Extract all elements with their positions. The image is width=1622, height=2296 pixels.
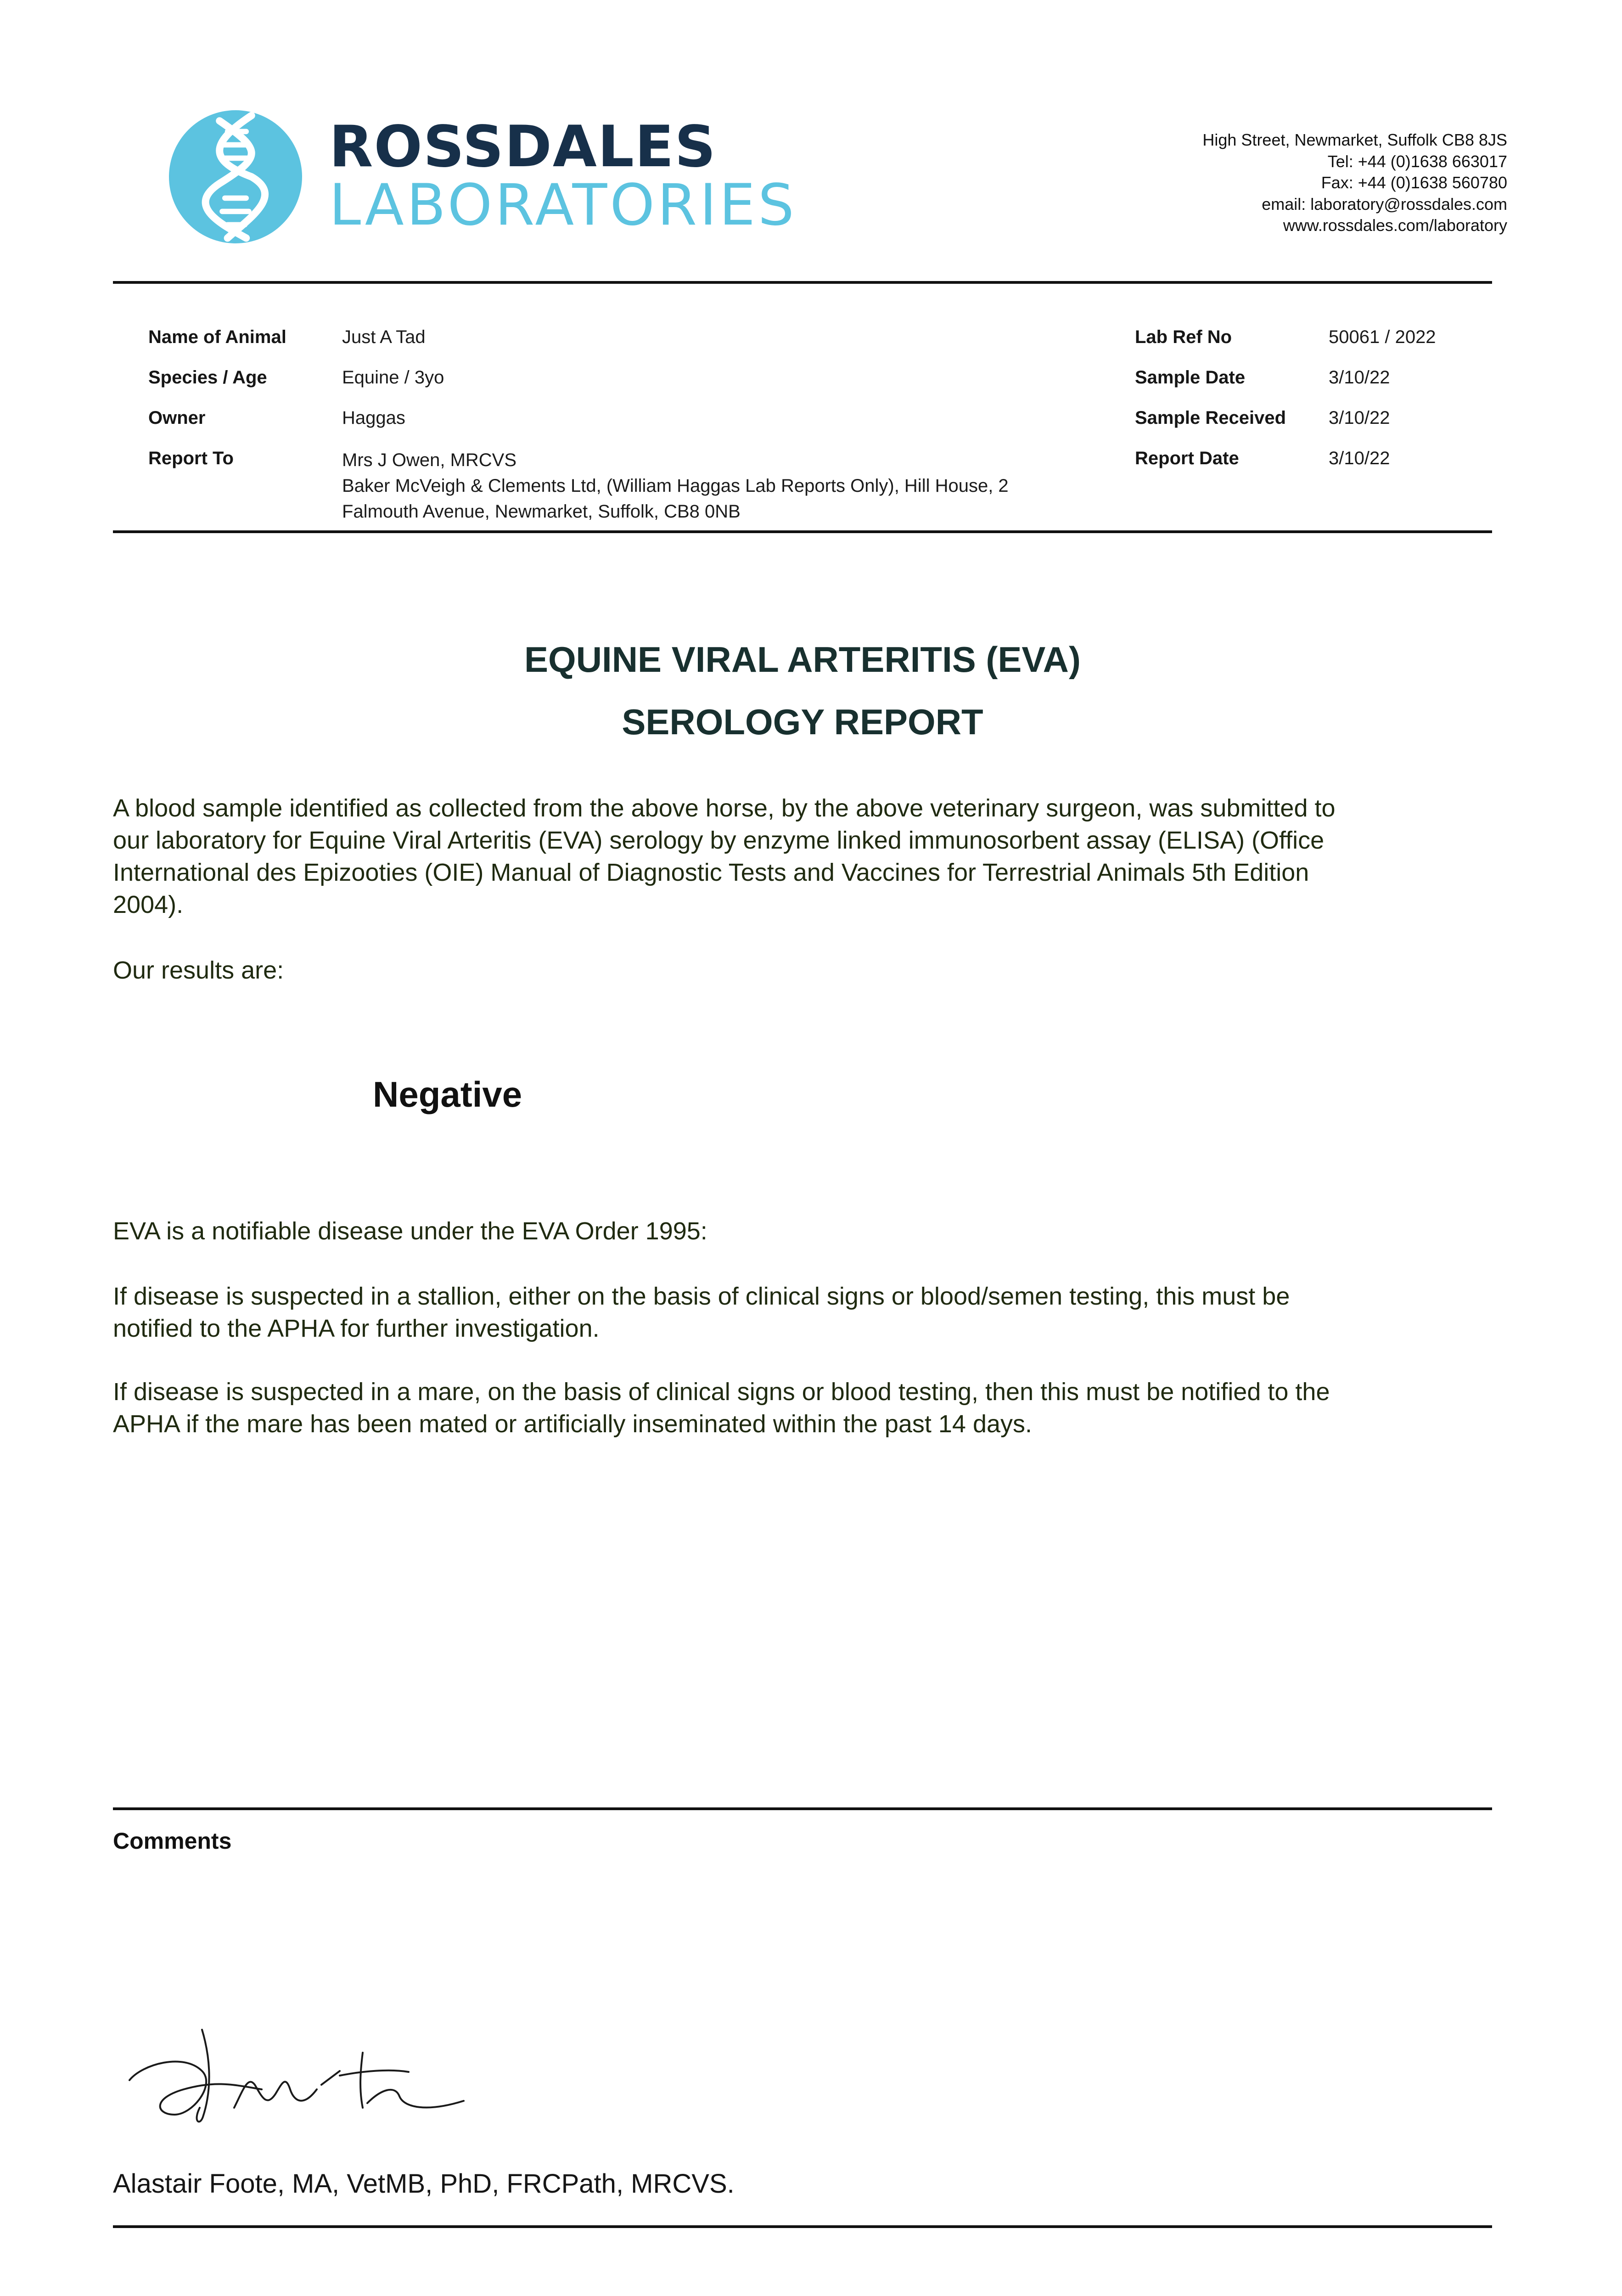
species-age-label: Species / Age xyxy=(148,367,267,388)
intro-line: International des Epizooties (OIE) Manual of Diagnostic Tests and Vaccines for Terrestrial Animals 5th Edition xyxy=(113,859,1309,886)
result-value: Negative xyxy=(373,1074,522,1114)
intro-paragraph xyxy=(113,792,1499,921)
mare-line: APHA if the mare has been mated or artificially inseminated within the past 14 days. xyxy=(113,1410,1033,1438)
header-divider xyxy=(113,281,1492,284)
info-divider xyxy=(113,530,1492,533)
sample-date-value: 3/10/22 xyxy=(1329,367,1390,388)
report-to-line: Mrs J Owen, MRCVS xyxy=(342,450,517,470)
results-lead-text: Our results are: xyxy=(113,957,284,984)
lab-address-block xyxy=(1002,129,1507,236)
lab-ref-value: 50061 / 2022 xyxy=(1329,327,1436,347)
report-to-line: Baker McVeigh & Clements Ltd, (William Haggas Lab Reports Only), Hill House, 2 xyxy=(342,476,1009,496)
signatory-name: Alastair Foote, MA, VetMB, PhD, FRCPath, MRCVS. xyxy=(113,2169,735,2199)
signature-image xyxy=(124,2020,473,2131)
species-age-value: Equine / 3yo xyxy=(342,367,444,388)
owner-label: Owner xyxy=(148,408,206,428)
report-to-label: Report To xyxy=(148,448,234,468)
footer-divider xyxy=(113,2225,1492,2228)
address-street: High Street, Newmarket, Suffolk CB8 8JS xyxy=(1202,130,1507,149)
address-website: www.rossdales.com/laboratory xyxy=(1283,216,1507,235)
brand-name-line-2: LABORATORIES xyxy=(329,172,797,238)
intro-line: our laboratory for Equine Viral Arteritis (EVA) serology by enzyme linked immunosorbent assay (ELISA) (Office xyxy=(113,827,1325,854)
stallion-paragraph xyxy=(113,1280,1499,1345)
sample-received-value: 3/10/22 xyxy=(1329,408,1390,428)
report-title-line-2: SEROLOGY REPORT xyxy=(622,702,983,742)
animal-name-label: Name of Animal xyxy=(148,327,286,347)
stallion-line: If disease is suspected in a stallion, either on the basis of clinical signs or blood/semen testing, this must be xyxy=(113,1283,1290,1310)
report-to-line: Falmouth Avenue, Newmarket, Suffolk, CB8 0NB xyxy=(342,501,741,522)
stallion-line: notified to the APHA for further investigation. xyxy=(113,1315,600,1342)
report-date-value: 3/10/22 xyxy=(1329,448,1390,468)
mare-line: If disease is suspected in a mare, on the basis of clinical signs or blood testing, then this must be notified to the xyxy=(113,1378,1330,1406)
mare-paragraph xyxy=(113,1376,1499,1440)
report-date-label: Report Date xyxy=(1135,448,1239,468)
report-title-line-1: EQUINE VIRAL ARTERITIS (EVA) xyxy=(524,639,1081,680)
animal-name-value: Just A Tad xyxy=(342,327,426,347)
notifiable-statement: EVA is a notifiable disease under the EVA Order 1995: xyxy=(113,1217,707,1245)
sample-received-label: Sample Received xyxy=(1135,408,1286,428)
address-tel: Tel: +44 (0)1638 663017 xyxy=(1327,152,1507,171)
address-email: email: laboratory@rossdales.com xyxy=(1262,194,1507,214)
comments-divider xyxy=(113,1807,1492,1810)
lab-ref-label: Lab Ref No xyxy=(1135,327,1232,347)
report-to-value xyxy=(342,447,1141,524)
sample-date-label: Sample Date xyxy=(1135,367,1246,388)
comments-label: Comments xyxy=(113,1828,232,1854)
address-fax: Fax: +44 (0)1638 560780 xyxy=(1321,173,1507,192)
dna-helix-icon xyxy=(169,110,302,243)
owner-value: Haggas xyxy=(342,408,405,428)
intro-line: A blood sample identified as collected from the above horse, by the above veterinary surgeon, was submitted to xyxy=(113,794,1336,822)
brand-name-line-1: ROSSDALES xyxy=(329,114,717,180)
intro-line: 2004). xyxy=(113,891,184,918)
report-title xyxy=(113,628,1492,753)
